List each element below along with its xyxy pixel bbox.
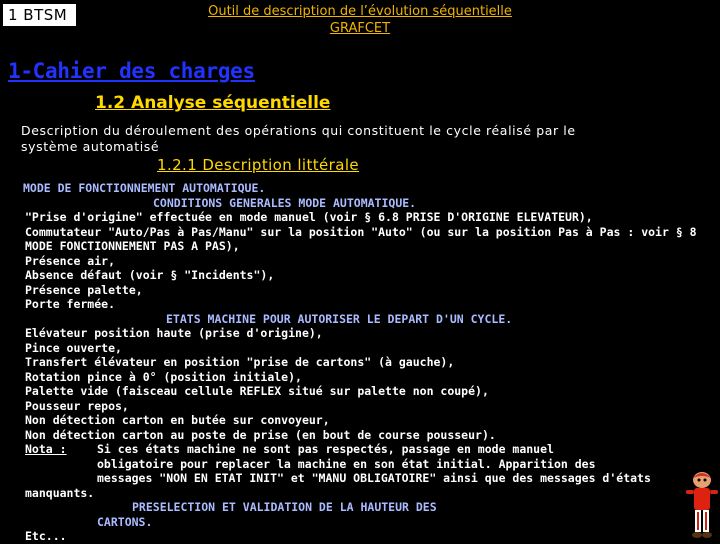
header-line2: GRAFCET [329,21,391,36]
text-line: MODE FONCTIONNEMENT PAS A PAS), [25,239,240,253]
text-line: Absence défaut (voir § "Incidents"), [25,268,275,282]
text-line: manquants. [25,485,95,500]
section-title-preselection: PRESELECTION ET VALIDATION DE LA HAUTEUR DES [132,500,437,514]
header-line1: Outil de description de l’évolution séquentielle [208,4,512,19]
heading-cahier-des-charges: 1-Cahier des charges [8,59,255,83]
nota-label: Nota : [25,442,67,456]
text-line: Transfert élévateur en position "prise de cartons" (à gauche), [25,355,455,369]
text-line: Porte fermée. [25,297,116,311]
heading-analyse-sequentielle: 1.2 Analyse séquentielle [95,93,331,113]
heading-description-litterale: 1.2.1 Description littérale [157,156,360,174]
text-line: Elévateur position haute (prise d'origine), [25,326,323,340]
text-line: obligatoire pour replacer la machine en son état initial. Apparition des [97,456,596,471]
text-line: Présence palette, [25,282,143,297]
section-title-conditions: CONDITIONS GENERALES MODE AUTOMATIQUE. [153,195,417,210]
text-line: Non détection carton en butée sur convoyeur, [25,413,330,427]
text-line: Non détection carton au poste de prise (en bout de course pousseur). [25,427,496,442]
nota-line [25,442,715,457]
section-title-cartons: CARTONS. [97,514,153,529]
text-line: Pince ouverte, [25,340,122,355]
text-line: "Prise d'origine" effectuée en mode manuel (voir § 6.8 PRISE D'ORIGINE ELEVATEUR), [25,210,593,224]
text-line: Palette vide (faisceau cellule REFLEX situé sur palette non coupé), [25,384,489,398]
description-text [25,181,715,544]
intro-line2: système automatisé [21,139,160,154]
text-line: Pousseur repos, [25,398,129,413]
text-line: Présence air, [25,253,116,268]
text-line: Commutateur "Auto/Pas à Pas/Manu" sur la position "Auto" (ou sur la position Pas à Pas : voir § 8 [25,224,697,239]
section-title-mode-auto: MODE DE FONCTIONNEMENT AUTOMATIQUE. [23,181,266,195]
text-line: Rotation pince à 0° (position initiale), [25,369,302,384]
class-badge: 1 BTSM [1,2,78,28]
nota-text: Si ces états machine ne sont pas respectés, passage en mode manuel [97,442,554,456]
section-title-etats-machine: ETATS MACHINE POUR AUTORISER LE DEPART D'UN CYCLE. [166,311,513,326]
text-line: messages "NON EN ETAT INIT" et "MANU OBLIGATOIRE" ainsi que des messages d'états [97,471,651,485]
intro-paragraph [21,123,711,155]
cartoon-character-icon [682,470,720,540]
etc-line: Etc... [25,529,67,543]
intro-line1: Description du déroulement des opérations qui constituent le cycle réalisé par le [21,123,576,138]
